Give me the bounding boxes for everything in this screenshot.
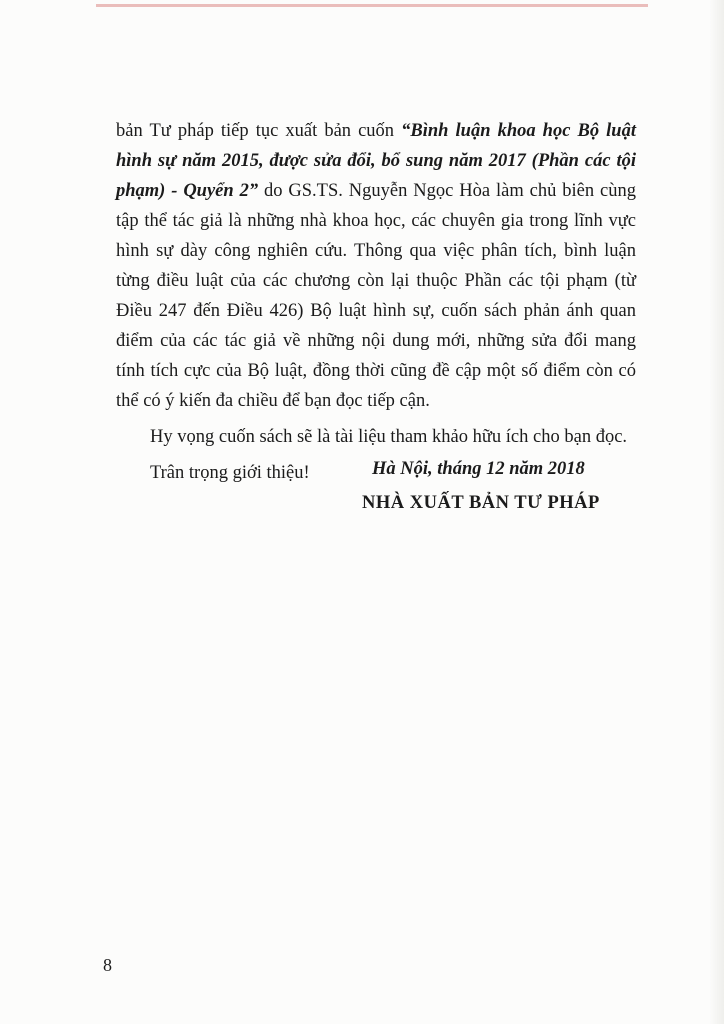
paragraph-closing: Trân trọng giới thiệu! xyxy=(150,463,310,483)
book-title: “Bình luận khoa học Bộ luật hình sự năm 2015, được sửa đổi, bổ sung năm 2017 (Phần các tội phạm) - Quyển 2” xyxy=(116,121,636,201)
page-number: 8 xyxy=(103,955,112,975)
paragraph-hope: Hy vọng cuốn sách sẽ là tài liệu tham khảo hữu ích cho bạn đọc. xyxy=(150,427,628,447)
top-edge-mark xyxy=(96,4,648,7)
paragraph-intro-rest: do GS.TS. Nguyễn Ngọc Hòa làm chủ biên cùng tập thể tác giả là những nhà khoa học, các chuyên gia trong lĩnh vực hình sự dày công nghiên cứu. Thông qua việc phân tích, bình luận từng điều luật của các chương còn lại thuộc Phần các tội phạm (từ Điều 247 đến Điều 426) Bộ luật hình sự, cuốn sách phản ánh quan điểm của các tác giả về những nội dung mới, những sửa đổi mang tính tích cực của Bộ luật, đồng thời cũng đề cập một số điểm còn có thể có ý kiến đa chiều để bạn đọc tiếp cận. xyxy=(116,181,636,411)
publisher-name: NHÀ XUẤT BẢN TƯ PHÁP xyxy=(362,493,600,513)
preface-body xyxy=(116,116,636,488)
paragraph-intro-lead: bản Tư pháp tiếp tục xuất bản cuốn xyxy=(116,121,402,141)
place-date: Hà Nội, tháng 12 năm 2018 xyxy=(372,459,585,479)
paragraph-intro xyxy=(116,116,636,416)
